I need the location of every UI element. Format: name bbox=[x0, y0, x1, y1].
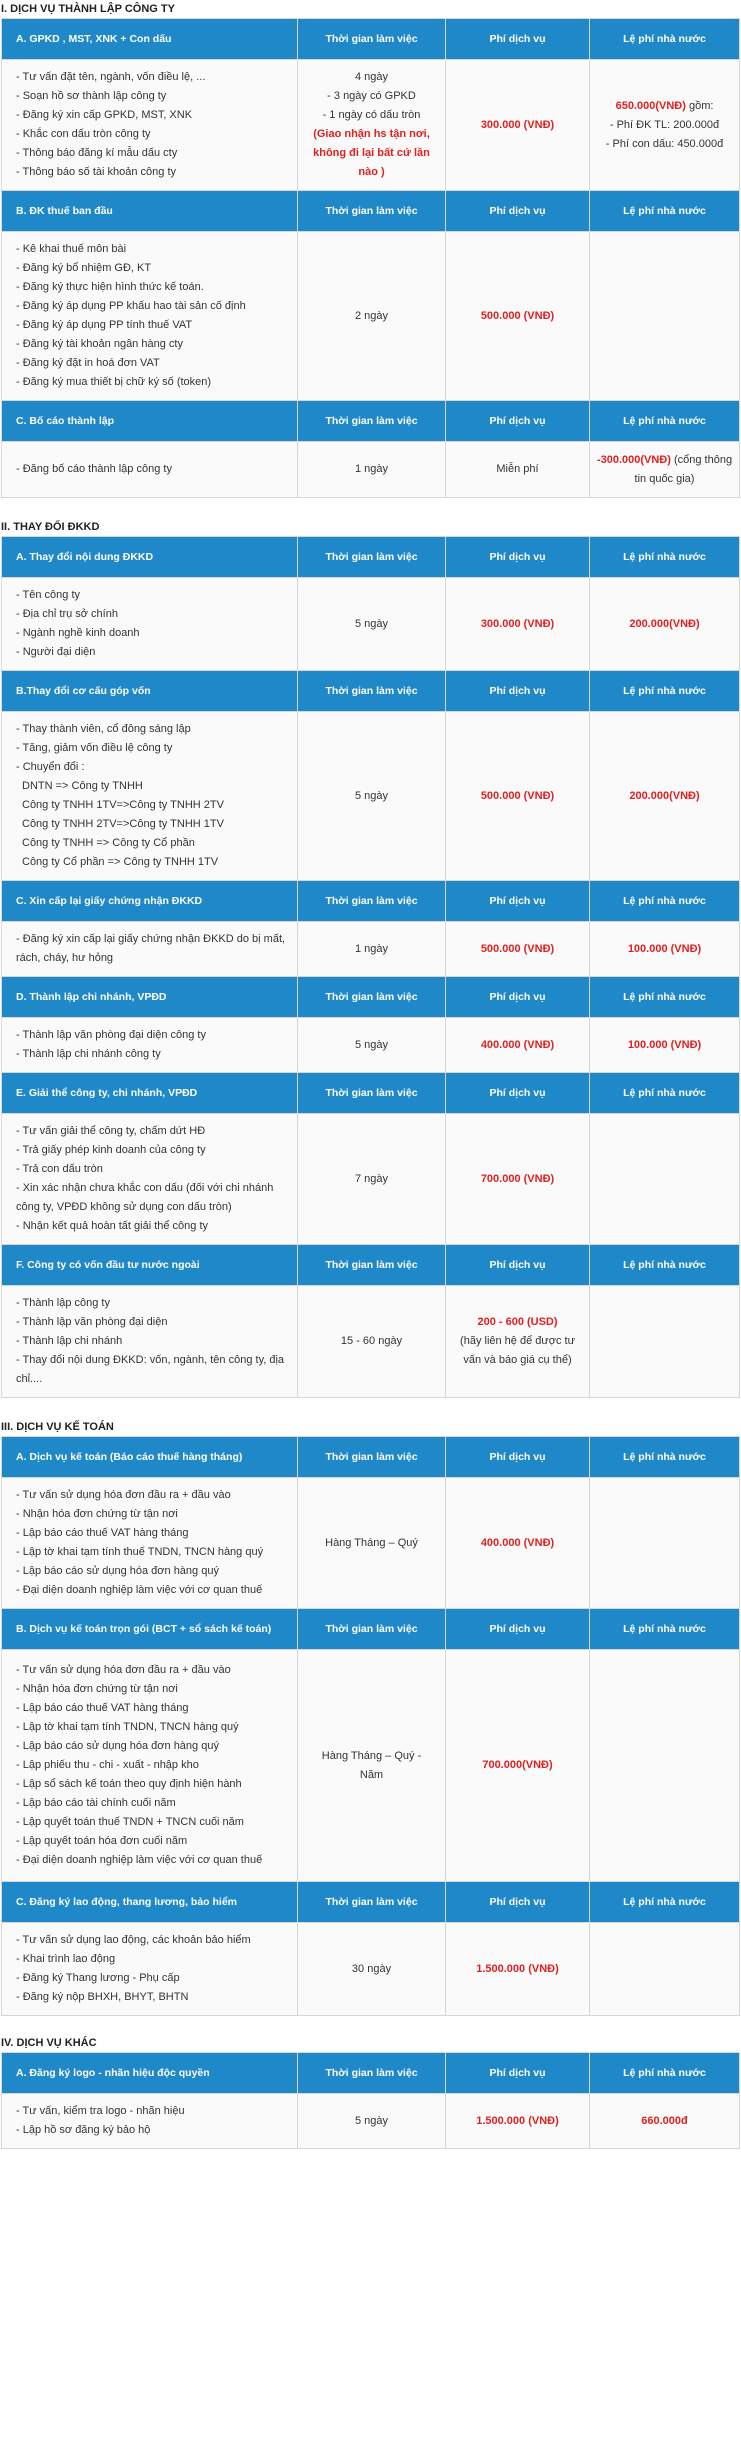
service-fee bbox=[446, 712, 590, 881]
service-item: - Tư vấn sử dụng hóa đơn đầu ra + đầu vào bbox=[16, 1489, 231, 1501]
service-item: Công ty Cổ phần => Công ty TNHH 1TV bbox=[22, 856, 219, 868]
service-fee-value: Miễn phí bbox=[496, 463, 539, 475]
service-item: - Thành lập chi nhánh bbox=[16, 1335, 123, 1347]
service-item: - Lập báo cáo thuế VAT hàng tháng bbox=[16, 1527, 189, 1539]
service-item: - Tư vấn đặt tên, ngành, vốn điều lệ, ... bbox=[16, 71, 206, 83]
service-item: - Khắc con dấu tròn công ty bbox=[16, 128, 151, 140]
service-item: - Đăng ký đặt in hoá đơn VAT bbox=[16, 357, 160, 369]
service-item: - Lập quyết toán thuế TNDN + TNCN cuối năm bbox=[16, 1816, 244, 1828]
service-item: - Khai trình lao động bbox=[16, 1953, 116, 1965]
service-fee bbox=[446, 1478, 590, 1609]
work-time-line: Năm bbox=[359, 1768, 384, 1781]
work-time-line: 5 ngày bbox=[354, 1038, 389, 1051]
work-time-line: - 1 ngày có dấu tròn bbox=[322, 109, 421, 121]
gov-fee-value: 100.000 (VNĐ) bbox=[627, 942, 702, 955]
gov-fee bbox=[590, 232, 740, 401]
header-gov-fee: Lệ phí nhà nước bbox=[590, 537, 740, 578]
gov-fee-value: 650.000(VNĐ) bbox=[615, 99, 686, 112]
group-body-row bbox=[2, 578, 740, 671]
service-item: - Thành lập văn phòng đại diện bbox=[16, 1316, 168, 1328]
service-item: Công ty TNHH 2TV=>Công ty TNHH 1TV bbox=[22, 818, 224, 830]
service-fee-value: 400.000 (VNĐ) bbox=[480, 1038, 555, 1051]
service-item: - Đăng ký thực hiện hình thức kế toán. bbox=[16, 281, 204, 293]
service-fee-value: 300.000 (VNĐ) bbox=[480, 617, 555, 630]
service-fee-note: (hãy liên hệ để được tư vấn và báo giá cụ thể) bbox=[460, 1335, 575, 1366]
service-item: - Lập tờ khai tạm tính thuế TNDN, TNCN hàng quý bbox=[16, 1546, 264, 1558]
service-fee-value: 200 - 600 (USD) bbox=[477, 1316, 558, 1328]
service-fee-value: 300.000 (VNĐ) bbox=[480, 118, 555, 131]
header-gov-fee: Lệ phí nhà nước bbox=[590, 1437, 740, 1478]
header-fee: Phí dịch vụ bbox=[446, 1245, 590, 1286]
service-fee bbox=[446, 2094, 590, 2149]
work-time bbox=[298, 60, 446, 191]
header-fee: Phí dịch vụ bbox=[446, 1609, 590, 1650]
header-fee: Phí dịch vụ bbox=[446, 881, 590, 922]
price-table bbox=[1, 1436, 740, 2016]
section-title: III. DỊCH VỤ KẾ TOÁN bbox=[1, 1421, 114, 1433]
header-gov-fee: Lệ phí nhà nước bbox=[590, 2053, 740, 2094]
service-item: DNTN => Công ty TNHH bbox=[22, 780, 143, 792]
price-table bbox=[1, 18, 740, 498]
work-time bbox=[298, 1286, 446, 1398]
work-time bbox=[298, 1923, 446, 2016]
work-time bbox=[298, 232, 446, 401]
work-time bbox=[298, 1478, 446, 1609]
header-fee: Phí dịch vụ bbox=[446, 401, 590, 442]
service-fee bbox=[446, 60, 590, 191]
service-item: - Đăng ký nộp BHXH, BHYT, BHTN bbox=[16, 1991, 189, 2003]
work-time-line: 7 ngày bbox=[354, 1172, 389, 1185]
service-fee-value: 400.000 (VNĐ) bbox=[480, 1536, 555, 1549]
group-body-row bbox=[2, 60, 740, 191]
header-gov-fee: Lệ phí nhà nước bbox=[590, 1882, 740, 1923]
service-item: - Đăng ký mua thiết bị chữ ký số (token) bbox=[16, 376, 212, 388]
service-item: - Đăng ký xin cấp lại giấy chứng nhận ĐKKD do bị mất, rách, cháy, hư hỏng bbox=[16, 933, 286, 964]
group-name: A. GPKD , MST, XNK + Con dấu bbox=[2, 19, 298, 60]
section-title: II. THAY ĐỔI ĐKKD bbox=[1, 521, 100, 533]
gov-fee bbox=[590, 2094, 740, 2149]
group-header-row bbox=[2, 1073, 740, 1114]
service-items bbox=[2, 578, 298, 671]
header-time: Thời gian làm việc bbox=[298, 881, 446, 922]
gov-fee-wrap bbox=[596, 615, 733, 634]
header-gov-fee: Lệ phí nhà nước bbox=[590, 401, 740, 442]
section-spacer bbox=[0, 2016, 741, 2034]
group-name: C. Xin cấp lại giấy chứng nhận ĐKKD bbox=[2, 881, 298, 922]
group-name: B. ĐK thuế ban đầu bbox=[2, 191, 298, 232]
gov-fee-wrap bbox=[596, 97, 733, 116]
group-body-row bbox=[2, 232, 740, 401]
work-time bbox=[298, 1650, 446, 1882]
service-fee bbox=[446, 922, 590, 977]
header-fee: Phí dịch vụ bbox=[446, 671, 590, 712]
gov-fee-value: -300.000(VNĐ) bbox=[596, 453, 671, 466]
header-gov-fee: Lệ phí nhà nước bbox=[590, 1609, 740, 1650]
service-items bbox=[2, 1478, 298, 1609]
service-items bbox=[2, 1650, 298, 1882]
service-fee bbox=[446, 1018, 590, 1073]
group-header-row bbox=[2, 19, 740, 60]
group-name: E. Giải thể công ty, chi nhánh, VPĐD bbox=[2, 1073, 298, 1114]
group-body-row bbox=[2, 2094, 740, 2149]
work-time bbox=[298, 922, 446, 977]
service-item: - Đăng ký bổ nhiệm GĐ, KT bbox=[16, 262, 152, 274]
service-fee bbox=[446, 442, 590, 498]
header-fee: Phí dịch vụ bbox=[446, 191, 590, 232]
service-items bbox=[2, 712, 298, 881]
header-gov-fee: Lệ phí nhà nước bbox=[590, 881, 740, 922]
price-table bbox=[1, 536, 740, 1398]
header-time: Thời gian làm việc bbox=[298, 401, 446, 442]
service-item: - Lập phiếu thu - chi - xuất - nhập kho bbox=[16, 1759, 199, 1771]
service-items bbox=[2, 60, 298, 191]
header-fee: Phí dịch vụ bbox=[446, 977, 590, 1018]
work-time-line: 1 ngày bbox=[354, 942, 389, 955]
service-item: Công ty TNHH => Công ty Cổ phần bbox=[22, 837, 195, 849]
service-fee bbox=[446, 578, 590, 671]
service-items bbox=[2, 232, 298, 401]
work-time-line: 1 ngày bbox=[354, 463, 389, 475]
service-items bbox=[2, 442, 298, 498]
header-gov-fee: Lệ phí nhà nước bbox=[590, 671, 740, 712]
work-time-note: (Giao nhận hs tận nơi, không đi lại bất cứ lần nào ) bbox=[313, 128, 430, 178]
gov-fee-value: 100.000 (VNĐ) bbox=[627, 1038, 702, 1051]
group-body-row bbox=[2, 1018, 740, 1073]
gov-fee-wrap bbox=[596, 451, 733, 489]
service-item: - Tư vấn, kiểm tra logo - nhãn hiệu bbox=[16, 2105, 185, 2117]
group-body-row bbox=[2, 922, 740, 977]
service-item: - Thành lập văn phòng đại diện công ty bbox=[16, 1029, 206, 1041]
service-item: - Đại diện doanh nghiệp làm việc với cơ quan thuế bbox=[16, 1854, 263, 1866]
service-item: - Đăng ký xin cấp GPKD, MST, XNK bbox=[16, 109, 193, 121]
work-time-line: Hàng Tháng – Quý - bbox=[321, 1749, 422, 1762]
gov-fee bbox=[590, 1923, 740, 2016]
header-time: Thời gian làm việc bbox=[298, 19, 446, 60]
service-item: - Lập hồ sơ đăng ký bảo hộ bbox=[16, 2124, 151, 2136]
service-items bbox=[2, 1286, 298, 1398]
service-fee-value: 500.000 (VNĐ) bbox=[480, 942, 555, 955]
gov-fee bbox=[590, 1286, 740, 1398]
group-header-row bbox=[2, 1882, 740, 1923]
service-fee bbox=[446, 1114, 590, 1245]
service-fee-value: 500.000 (VNĐ) bbox=[480, 789, 555, 802]
group-name: F. Công ty có vốn đầu tư nước ngoài bbox=[2, 1245, 298, 1286]
service-fee bbox=[446, 232, 590, 401]
service-item: - Thông báo số tài khoản công ty bbox=[16, 166, 177, 178]
header-time: Thời gian làm việc bbox=[298, 1609, 446, 1650]
service-item: - Lập báo cáo sử dụng hóa đơn hàng quý bbox=[16, 1565, 219, 1577]
header-fee: Phí dịch vụ bbox=[446, 1882, 590, 1923]
group-body-row bbox=[2, 712, 740, 881]
header-time: Thời gian làm việc bbox=[298, 537, 446, 578]
service-item: - Tư vấn giải thể công ty, chấm dứt HĐ bbox=[16, 1125, 206, 1137]
service-item: - Thay thành viên, cổ đông sáng lập bbox=[16, 723, 191, 735]
header-time: Thời gian làm việc bbox=[298, 191, 446, 232]
work-time bbox=[298, 1018, 446, 1073]
gov-fee-detail: - Phí con dấu: 450.000đ bbox=[605, 137, 724, 150]
service-item: - Tư vấn sử dụng hóa đơn đầu ra + đầu vào bbox=[16, 1664, 231, 1676]
group-header-row bbox=[2, 537, 740, 578]
service-fee-value: 700.000 (VNĐ) bbox=[480, 1172, 555, 1185]
group-header-row bbox=[2, 881, 740, 922]
service-fee-value: 1.500.000 (VNĐ) bbox=[476, 1962, 559, 1975]
gov-fee bbox=[590, 578, 740, 671]
section-title: I. DỊCH VỤ THÀNH LẬP CÔNG TY bbox=[1, 3, 175, 15]
gov-fee-value: 200.000(VNĐ) bbox=[629, 789, 700, 802]
work-time-line: 30 ngày bbox=[351, 1962, 392, 1975]
service-item: - Chuyển đổi : bbox=[16, 761, 85, 773]
header-time: Thời gian làm việc bbox=[298, 1437, 446, 1478]
service-item: - Ngành nghề kinh doanh bbox=[16, 627, 140, 639]
service-fee-value: 1.500.000 (VNĐ) bbox=[476, 2114, 559, 2127]
group-header-row bbox=[2, 401, 740, 442]
header-gov-fee: Lệ phí nhà nước bbox=[590, 1245, 740, 1286]
service-item: - Thành lập công ty bbox=[16, 1297, 110, 1309]
group-header-row bbox=[2, 191, 740, 232]
price-table bbox=[1, 2052, 740, 2149]
work-time-line: 5 ngày bbox=[354, 617, 389, 630]
service-item: - Người đại diện bbox=[16, 646, 96, 658]
header-gov-fee: Lệ phí nhà nước bbox=[590, 19, 740, 60]
work-time-line: 15 - 60 ngày bbox=[340, 1335, 403, 1347]
service-items bbox=[2, 1018, 298, 1073]
header-fee: Phí dịch vụ bbox=[446, 19, 590, 60]
work-time-line: 2 ngày bbox=[354, 309, 389, 322]
group-name: C. Đăng ký lao động, thang lương, bảo hiểm bbox=[2, 1882, 298, 1923]
service-item: - Lập báo cáo sử dụng hóa đơn hàng quý bbox=[16, 1740, 219, 1752]
service-item: - Đăng bố cáo thành lập công ty bbox=[16, 463, 172, 475]
group-name: C. Bố cáo thành lập bbox=[2, 401, 298, 442]
gov-fee bbox=[590, 922, 740, 977]
work-time-line: Hàng Tháng – Quý bbox=[325, 1536, 418, 1549]
service-item: - Lập báo cáo tài chính cuối năm bbox=[16, 1797, 176, 1809]
service-item: - Lập tờ khai tạm tính TNDN, TNCN hàng quý bbox=[16, 1721, 239, 1733]
group-header-row bbox=[2, 1437, 740, 1478]
service-item: - Lập quyết toán hóa đơn cuối năm bbox=[16, 1835, 188, 1847]
gov-fee-value: 660.000đ bbox=[641, 2114, 688, 2127]
group-header-row bbox=[2, 2053, 740, 2094]
service-items bbox=[2, 922, 298, 977]
service-fee bbox=[446, 1650, 590, 1882]
work-time bbox=[298, 2094, 446, 2149]
work-time-line: 4 ngày bbox=[354, 71, 389, 83]
service-item: - Soạn hồ sơ thành lập công ty bbox=[16, 90, 167, 102]
service-item: - Nhận hóa đơn chứng từ tận nơi bbox=[16, 1508, 178, 1520]
gov-fee-wrap bbox=[596, 940, 733, 959]
section-title: IV. DỊCH VỤ KHÁC bbox=[1, 2037, 97, 2049]
service-item: - Đăng ký áp dụng PP tính thuế VAT bbox=[16, 319, 193, 331]
group-name: D. Thành lập chi nhánh, VPĐD bbox=[2, 977, 298, 1018]
gov-fee bbox=[590, 442, 740, 498]
gov-fee bbox=[590, 1018, 740, 1073]
service-item: - Lập sổ sách kế toán theo quy định hiện hành bbox=[16, 1778, 242, 1790]
group-header-row bbox=[2, 1245, 740, 1286]
service-item: - Thành lập chi nhánh công ty bbox=[16, 1048, 161, 1060]
service-items bbox=[2, 1114, 298, 1245]
gov-fee bbox=[590, 1114, 740, 1245]
service-item: - Trả con dấu tròn bbox=[16, 1163, 103, 1175]
service-item: - Tăng, giảm vốn điều lệ công ty bbox=[16, 742, 173, 754]
work-time bbox=[298, 578, 446, 671]
gov-fee-detail: - Phí ĐK TL: 200.000đ bbox=[609, 118, 720, 131]
header-fee: Phí dịch vụ bbox=[446, 537, 590, 578]
service-item: - Xin xác nhận chưa khắc con dấu (đối với chi nhánh công ty, VPĐD không sử dụng con dấu tròn) bbox=[16, 1182, 274, 1213]
group-header-row bbox=[2, 671, 740, 712]
section-spacer bbox=[0, 1398, 741, 1418]
header-gov-fee: Lệ phí nhà nước bbox=[590, 977, 740, 1018]
service-item: - Thay đổi nội dung ĐKKD: vốn, ngành, tên công ty, địa chỉ.... bbox=[16, 1354, 285, 1385]
gov-fee bbox=[590, 712, 740, 881]
header-fee: Phí dịch vụ bbox=[446, 1073, 590, 1114]
work-time bbox=[298, 1114, 446, 1245]
header-fee: Phí dịch vụ bbox=[446, 1437, 590, 1478]
gov-fee-wrap bbox=[596, 1036, 733, 1055]
service-item: - Đăng ký áp dụng PP khấu hao tài sản cố định bbox=[16, 300, 246, 312]
service-items bbox=[2, 2094, 298, 2149]
group-header-row bbox=[2, 977, 740, 1018]
work-time-line: - 3 ngày có GPKD bbox=[327, 90, 416, 102]
service-fee bbox=[446, 1923, 590, 2016]
work-time bbox=[298, 442, 446, 498]
header-time: Thời gian làm việc bbox=[298, 671, 446, 712]
group-body-row bbox=[2, 1114, 740, 1245]
service-item: - Đại diện doanh nghiệp làm việc với cơ quan thuế bbox=[16, 1584, 263, 1596]
header-gov-fee: Lệ phí nhà nước bbox=[590, 191, 740, 232]
service-fee-value: 500.000 (VNĐ) bbox=[480, 309, 555, 322]
service-item: - Địa chỉ trụ sở chính bbox=[16, 608, 118, 620]
gov-fee bbox=[590, 60, 740, 191]
service-item: - Đăng ký Thang lương - Phụ cấp bbox=[16, 1972, 180, 1984]
service-item: - Lập báo cáo thuế VAT hàng tháng bbox=[16, 1702, 189, 1714]
group-name: B.Thay đổi cơ cấu góp vốn bbox=[2, 671, 298, 712]
gov-fee-value: 200.000(VNĐ) bbox=[629, 617, 700, 630]
header-time: Thời gian làm việc bbox=[298, 1073, 446, 1114]
service-item: - Nhận hóa đơn chứng từ tận nơi bbox=[16, 1683, 178, 1695]
service-item: - Thông báo đăng kí mẫu dấu cty bbox=[16, 147, 178, 159]
work-time-line: 5 ngày bbox=[354, 789, 389, 802]
service-items bbox=[2, 1923, 298, 2016]
group-body-row bbox=[2, 1923, 740, 2016]
gov-fee bbox=[590, 1650, 740, 1882]
gov-fee-wrap bbox=[596, 787, 733, 806]
group-body-row bbox=[2, 1650, 740, 1882]
service-item: - Đăng ký tài khoản ngân hàng cty bbox=[16, 338, 183, 350]
service-item: - Nhận kết quả hoàn tất giải thể công ty bbox=[16, 1220, 209, 1232]
work-time-line: 5 ngày bbox=[354, 2114, 389, 2127]
service-item: Công ty TNHH 1TV=>Công ty TNHH 2TV bbox=[22, 799, 224, 811]
gov-fee-detail: (cổng thông tin quốc gia) bbox=[634, 453, 733, 485]
service-fee bbox=[446, 1286, 590, 1398]
gov-fee-detail: gồm: bbox=[685, 99, 714, 112]
group-name: B. Dịch vụ kế toán trọn gói (BCT + sổ sách kế toán) bbox=[2, 1609, 298, 1650]
service-item: - Trả giấy phép kinh doanh của công ty bbox=[16, 1144, 206, 1156]
gov-fee bbox=[590, 1478, 740, 1609]
header-fee: Phí dịch vụ bbox=[446, 2053, 590, 2094]
group-header-row bbox=[2, 1609, 740, 1650]
header-time: Thời gian làm việc bbox=[298, 2053, 446, 2094]
section-spacer bbox=[0, 498, 741, 518]
group-body-row bbox=[2, 1286, 740, 1398]
service-fee-value: 700.000(VNĐ) bbox=[482, 1759, 553, 1771]
group-name: A. Dịch vụ kế toán (Báo cáo thuế hàng tháng) bbox=[2, 1437, 298, 1478]
group-body-row bbox=[2, 442, 740, 498]
group-body-row bbox=[2, 1478, 740, 1609]
service-item: - Tư vấn sử dụng lao động, các khoản bảo hiểm bbox=[16, 1934, 251, 1946]
header-time: Thời gian làm việc bbox=[298, 977, 446, 1018]
service-item: - Kê khai thuế môn bài bbox=[16, 243, 127, 255]
work-time bbox=[298, 712, 446, 881]
gov-fee-wrap bbox=[596, 2112, 733, 2131]
header-time: Thời gian làm việc bbox=[298, 1882, 446, 1923]
group-name: A. Đăng ký logo - nhãn hiệu độc quyền bbox=[2, 2053, 298, 2094]
header-gov-fee: Lệ phí nhà nước bbox=[590, 1073, 740, 1114]
group-name: A. Thay đổi nội dung ĐKKD bbox=[2, 537, 298, 578]
service-item: - Tên công ty bbox=[16, 589, 80, 601]
header-time: Thời gian làm việc bbox=[298, 1245, 446, 1286]
